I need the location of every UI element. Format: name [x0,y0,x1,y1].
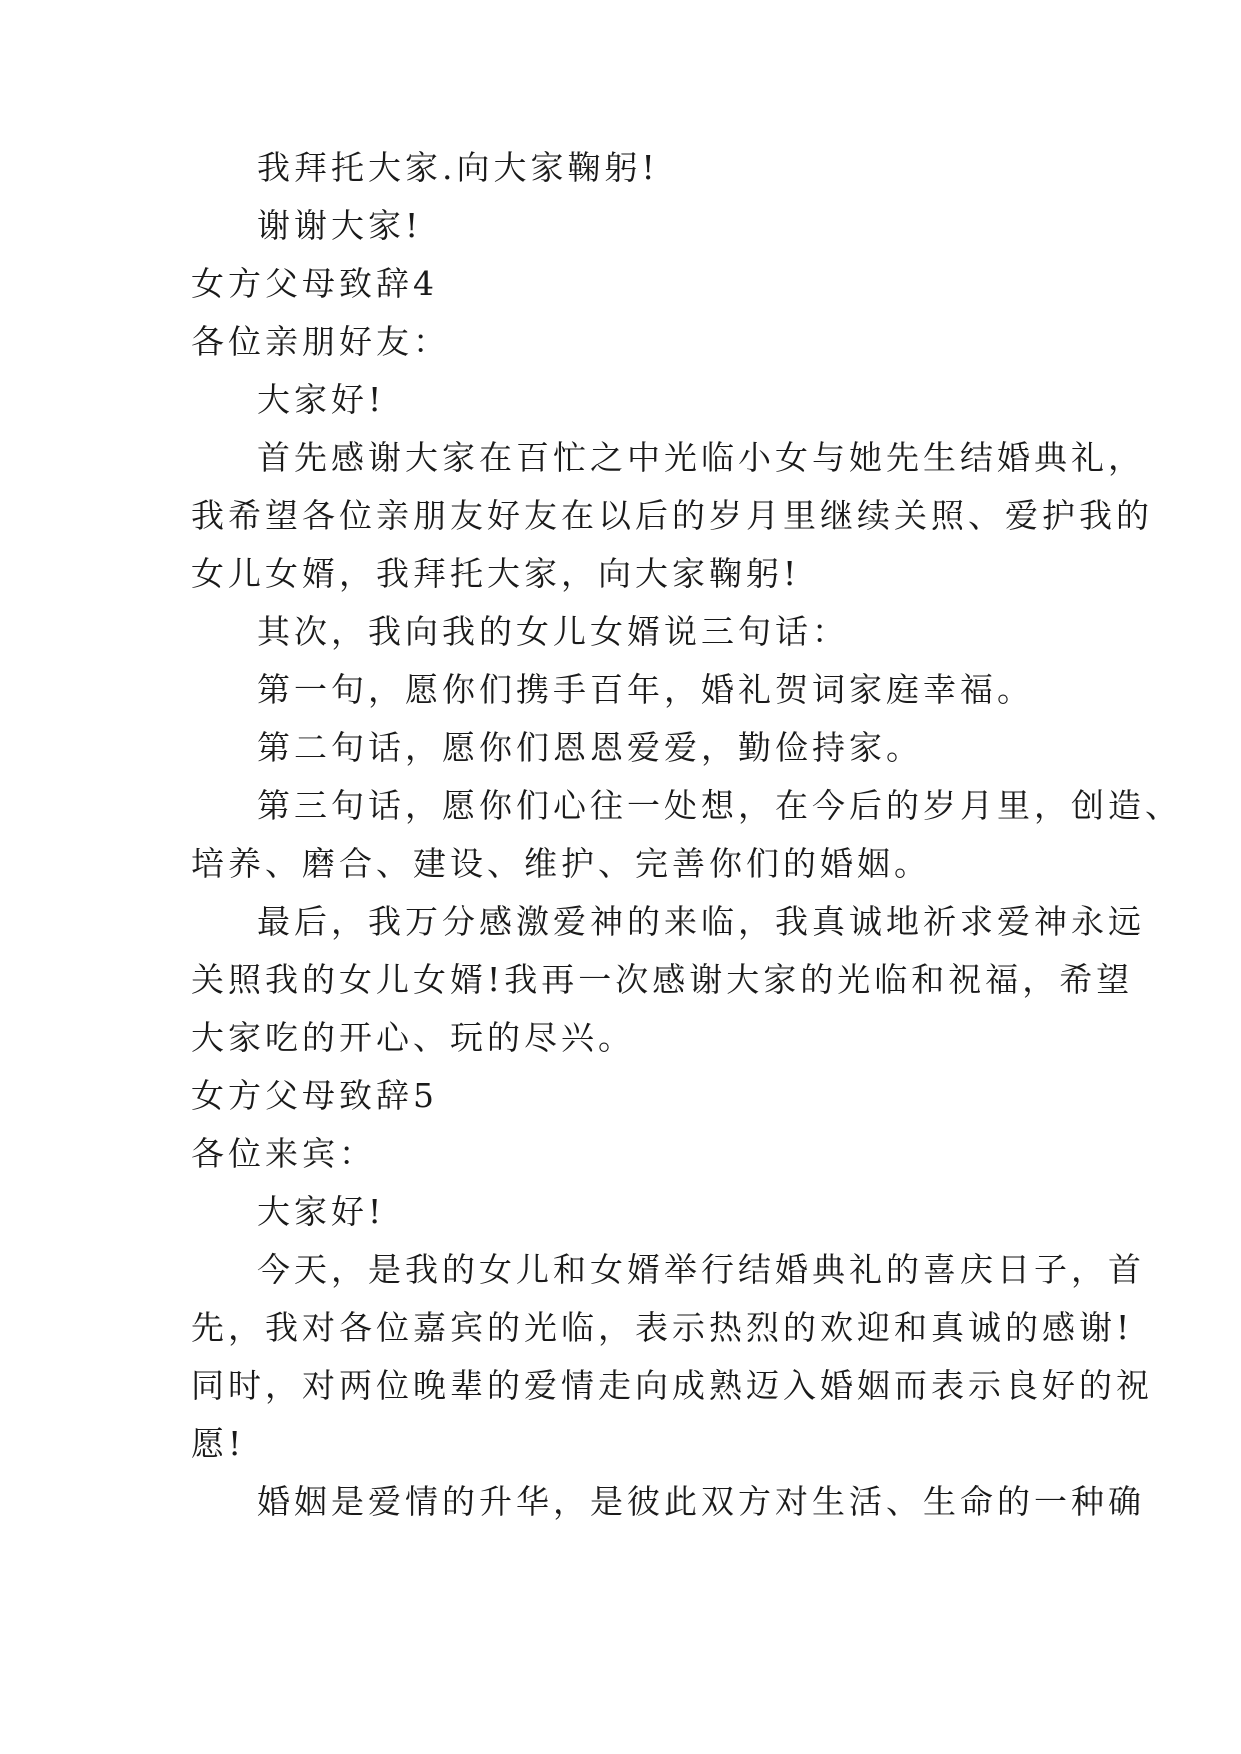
text-line: 大家好! [257,1192,386,1231]
text-line: 培养、磨合、建设、维护、完善你们的婚姻。 [191,844,931,883]
text-line: 大家好! [257,380,386,419]
text-line: 愿! [191,1424,246,1463]
text-line: 大家吃的开心、玩的尽兴。 [191,1018,635,1057]
text-line: 谢谢大家! [257,206,423,245]
text-line: 首先感谢大家在百忙之中光临小女与她先生结婚典礼， [257,438,1145,477]
text-line: 同时，对两位晚辈的爱情走向成熟迈入婚姻而表示良好的祝 [191,1366,1153,1405]
text-line: 其次，我向我的女儿女婿说三句话： [257,612,849,651]
text-line: 第二句话，愿你们恩恩爱爱，勤俭持家。 [257,728,923,767]
text-line: 最后，我万分感激爱神的来临，我真诚地祈求爱神永远 [257,902,1145,941]
section-heading: 女方父母致辞5 [191,1076,438,1115]
salutation: 各位来宾： [191,1134,376,1173]
text-line: 关照我的女儿女婿!我再一次感谢大家的光临和祝福，希望 [191,960,1134,999]
text-line: 今天，是我的女儿和女婿举行结婚典礼的喜庆日子，首 [257,1250,1145,1289]
text-line: 先，我对各位嘉宾的光临，表示热烈的欢迎和真诚的感谢! [191,1308,1134,1347]
text-line: 第一句，愿你们携手百年，婚礼贺词家庭幸福。 [257,670,1034,709]
text-line: 第三句话，愿你们心往一处想，在今后的岁月里，创造、 [257,786,1182,825]
text-line: 我希望各位亲朋友好友在以后的岁月里继续关照、爱护我的 [191,496,1153,535]
section-heading: 女方父母致辞4 [191,264,438,303]
text-line: 我拜托大家.向大家鞠躬! [257,148,659,187]
text-line: 婚姻是爱情的升华，是彼此双方对生活、生命的一种确 [257,1482,1145,1521]
salutation: 各位亲朋好友： [191,322,450,361]
text-line: 女儿女婿，我拜托大家，向大家鞠躬! [191,554,801,593]
